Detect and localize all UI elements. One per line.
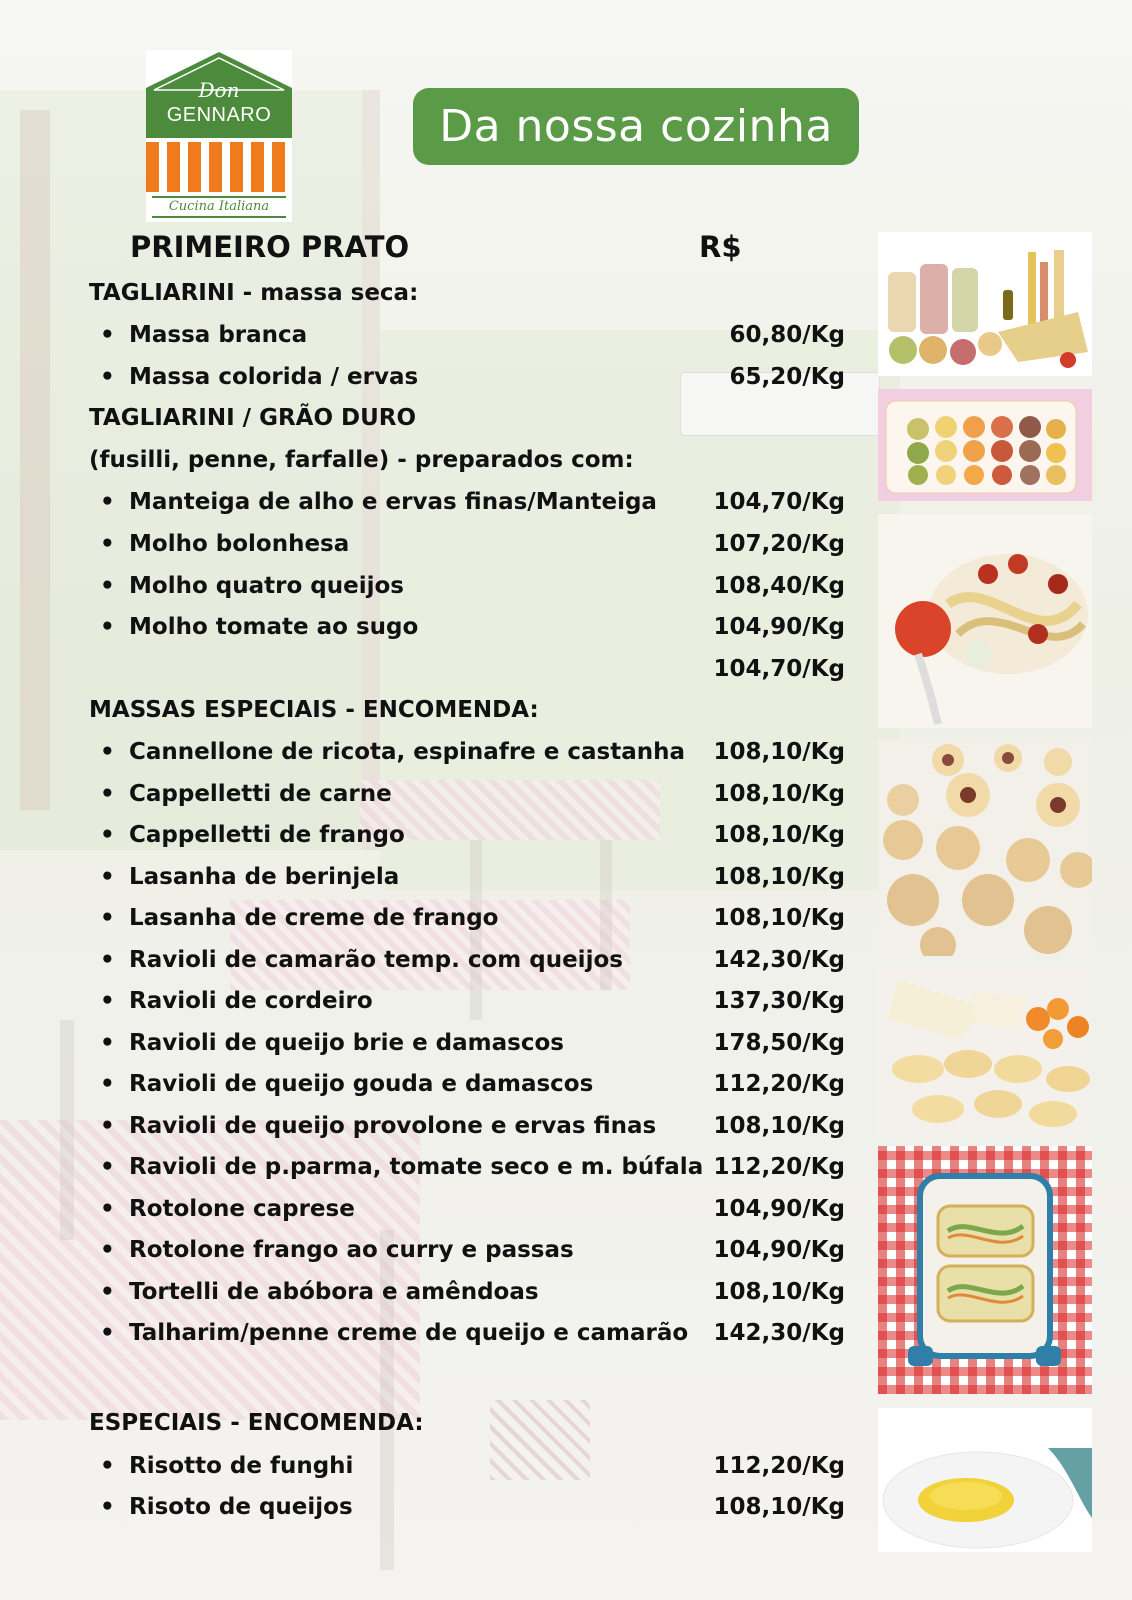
menu-item-price: 107,20/Kg	[713, 531, 845, 557]
bullet: •	[100, 1494, 115, 1520]
bullet: •	[100, 822, 115, 848]
menu-item-price: 104,90/Kg	[713, 614, 845, 640]
menu-item-name: Talharim/penne creme de queijo e camarão	[129, 1320, 689, 1346]
menu-item	[100, 1113, 845, 1147]
menu-item	[100, 905, 845, 939]
menu-item-name: Rotolone frango ao curry e passas	[129, 1237, 574, 1263]
menu-item-price: 108,10/Kg	[713, 1494, 845, 1520]
menu-item-price: 104,70/Kg	[713, 656, 845, 682]
photo-risotto	[878, 1408, 1092, 1552]
menu-item-name: Lasanha de berinjela	[129, 864, 400, 890]
photo-pasta-with-tomatoes	[878, 514, 1092, 728]
section-heading-primeiro-prato: PRIMEIRO PRATO	[130, 230, 410, 264]
menu-item-price: 142,30/Kg	[713, 947, 845, 973]
background-chair	[60, 1020, 74, 1240]
bullet: •	[100, 1196, 115, 1222]
menu-item-price: 108,10/Kg	[713, 739, 845, 765]
menu-item-price: 137,30/Kg	[713, 988, 845, 1014]
menu-item	[100, 573, 845, 607]
group-heading-especiais: ESPECIAIS - ENCOMENDA:	[89, 1410, 424, 1436]
bullet: •	[100, 1154, 115, 1180]
logo-awning-stripes	[146, 142, 292, 192]
bullet: •	[100, 781, 115, 807]
bullet: •	[100, 905, 115, 931]
logo-tagline: Cucina Italiana	[152, 196, 286, 218]
menu-item-name: Ravioli de queijo provolone e ervas finas	[129, 1113, 657, 1139]
menu-item-price: 108,10/Kg	[713, 1279, 845, 1305]
menu-item-name: Manteiga de alho e ervas finas/Manteiga	[129, 489, 657, 515]
menu-item-name: Rotolone caprese	[129, 1196, 355, 1222]
photo-pasta-nests	[878, 389, 1092, 501]
page-title: Da nossa cozinha	[413, 88, 859, 165]
menu-item-price: 112,20/Kg	[713, 1071, 845, 1097]
menu-item-extra-price	[100, 656, 845, 690]
menu-item	[100, 988, 845, 1022]
menu-item	[100, 614, 845, 648]
bullet: •	[100, 1071, 115, 1097]
menu-item-name: Molho quatro queijos	[129, 573, 404, 599]
menu-item-name: Ravioli de cordeiro	[129, 988, 373, 1014]
menu-item	[100, 1320, 845, 1354]
bullet: •	[100, 364, 115, 390]
menu-item	[100, 489, 845, 523]
menu-item-price: 108,10/Kg	[713, 864, 845, 890]
menu-item-name: Massa branca	[129, 322, 308, 348]
menu-item	[100, 364, 845, 398]
background-window-frame	[20, 110, 50, 810]
menu-item-price: 108,40/Kg	[713, 573, 845, 599]
menu-item	[100, 1071, 845, 1105]
group-heading-massas-especiais: MASSAS ESPECIAIS - ENCOMENDA:	[89, 697, 539, 723]
menu-item-name: Ravioli de queijo gouda e damascos	[129, 1071, 594, 1097]
menu-item	[100, 1154, 845, 1188]
photo-ravioli-brie-apricots	[878, 969, 1092, 1135]
menu-item	[100, 322, 845, 356]
menu-item-name: Tortelli de abóbora e amêndoas	[129, 1279, 539, 1305]
logo-gennaro-text: GENNARO	[166, 104, 272, 126]
menu-item	[100, 739, 845, 773]
bullet: •	[100, 614, 115, 640]
restaurant-logo	[146, 50, 292, 222]
menu-item-price: 65,20/Kg	[729, 364, 845, 390]
price-column-heading: R$	[699, 230, 742, 264]
menu-item-name: Risoto de queijos	[129, 1494, 353, 1520]
menu-item-price: 108,10/Kg	[713, 781, 845, 807]
bullet: •	[100, 322, 115, 348]
bullet: •	[100, 531, 115, 557]
menu-item-name: Ravioli de p.parma, tomate seco e m. búfala	[129, 1154, 704, 1180]
menu-item-price: 104,70/Kg	[713, 489, 845, 515]
logo-don-text: Don	[198, 78, 240, 102]
bullet: •	[100, 1320, 115, 1346]
menu-item-name: Cannellone de ricota, espinafre e castanha	[129, 739, 686, 765]
menu-item	[100, 781, 845, 815]
bullet: •	[100, 1030, 115, 1056]
menu-item	[100, 947, 845, 981]
bullet: •	[100, 489, 115, 515]
bullet: •	[100, 947, 115, 973]
menu-item-name: Ravioli de camarão temp. com queijos	[129, 947, 623, 973]
menu-item-price: 108,10/Kg	[713, 822, 845, 848]
menu-item	[100, 864, 845, 898]
menu-item-price: 142,30/Kg	[713, 1320, 845, 1346]
bullet: •	[100, 1279, 115, 1305]
menu-item-price: 104,90/Kg	[713, 1196, 845, 1222]
menu-item-name: Cappelletti de frango	[129, 822, 405, 848]
menu-item-name: Massa colorida / ervas	[129, 364, 419, 390]
menu-item	[100, 1494, 845, 1528]
menu-item	[100, 1453, 845, 1487]
bullet: •	[100, 1113, 115, 1139]
group-subheading-preparados: (fusilli, penne, farfalle) - preparados com:	[89, 447, 634, 473]
bullet: •	[100, 573, 115, 599]
photo-cappelletti	[878, 740, 1092, 956]
menu-item	[100, 1237, 845, 1271]
menu-item-price: 112,20/Kg	[713, 1453, 845, 1479]
menu-item	[100, 531, 845, 565]
menu-item-price: 104,90/Kg	[713, 1237, 845, 1263]
menu-item	[100, 1196, 845, 1230]
menu-item-price: 60,80/Kg	[729, 322, 845, 348]
group-heading-tagliarini-seca: TAGLIARINI - massa seca:	[89, 280, 419, 306]
bullet: •	[100, 864, 115, 890]
bullet: •	[100, 1453, 115, 1479]
menu-item-name: Lasanha de creme de frango	[129, 905, 499, 931]
menu-item-name: Molho bolonhesa	[129, 531, 350, 557]
bullet: •	[100, 739, 115, 765]
bullet: •	[100, 988, 115, 1014]
photo-dried-pasta	[878, 232, 1092, 376]
group-heading-tagliarini-grao-duro: TAGLIARINI / GRÃO DURO	[89, 405, 417, 431]
menu-item-name: Cappelletti de carne	[129, 781, 392, 807]
menu-item-price: 112,20/Kg	[713, 1154, 845, 1180]
menu-item-name: Molho tomate ao sugo	[129, 614, 419, 640]
menu-item-price: 108,10/Kg	[713, 1113, 845, 1139]
menu-item	[100, 1279, 845, 1313]
menu-item-price: 178,50/Kg	[713, 1030, 845, 1056]
photo-rotolone	[878, 1146, 1092, 1394]
menu-item	[100, 1030, 845, 1064]
menu-item-name: Ravioli de queijo brie e damascos	[129, 1030, 564, 1056]
menu-item-name: Risotto de funghi	[129, 1453, 354, 1479]
menu-item-price: 108,10/Kg	[713, 905, 845, 931]
menu-item	[100, 822, 845, 856]
bullet: •	[100, 1237, 115, 1263]
